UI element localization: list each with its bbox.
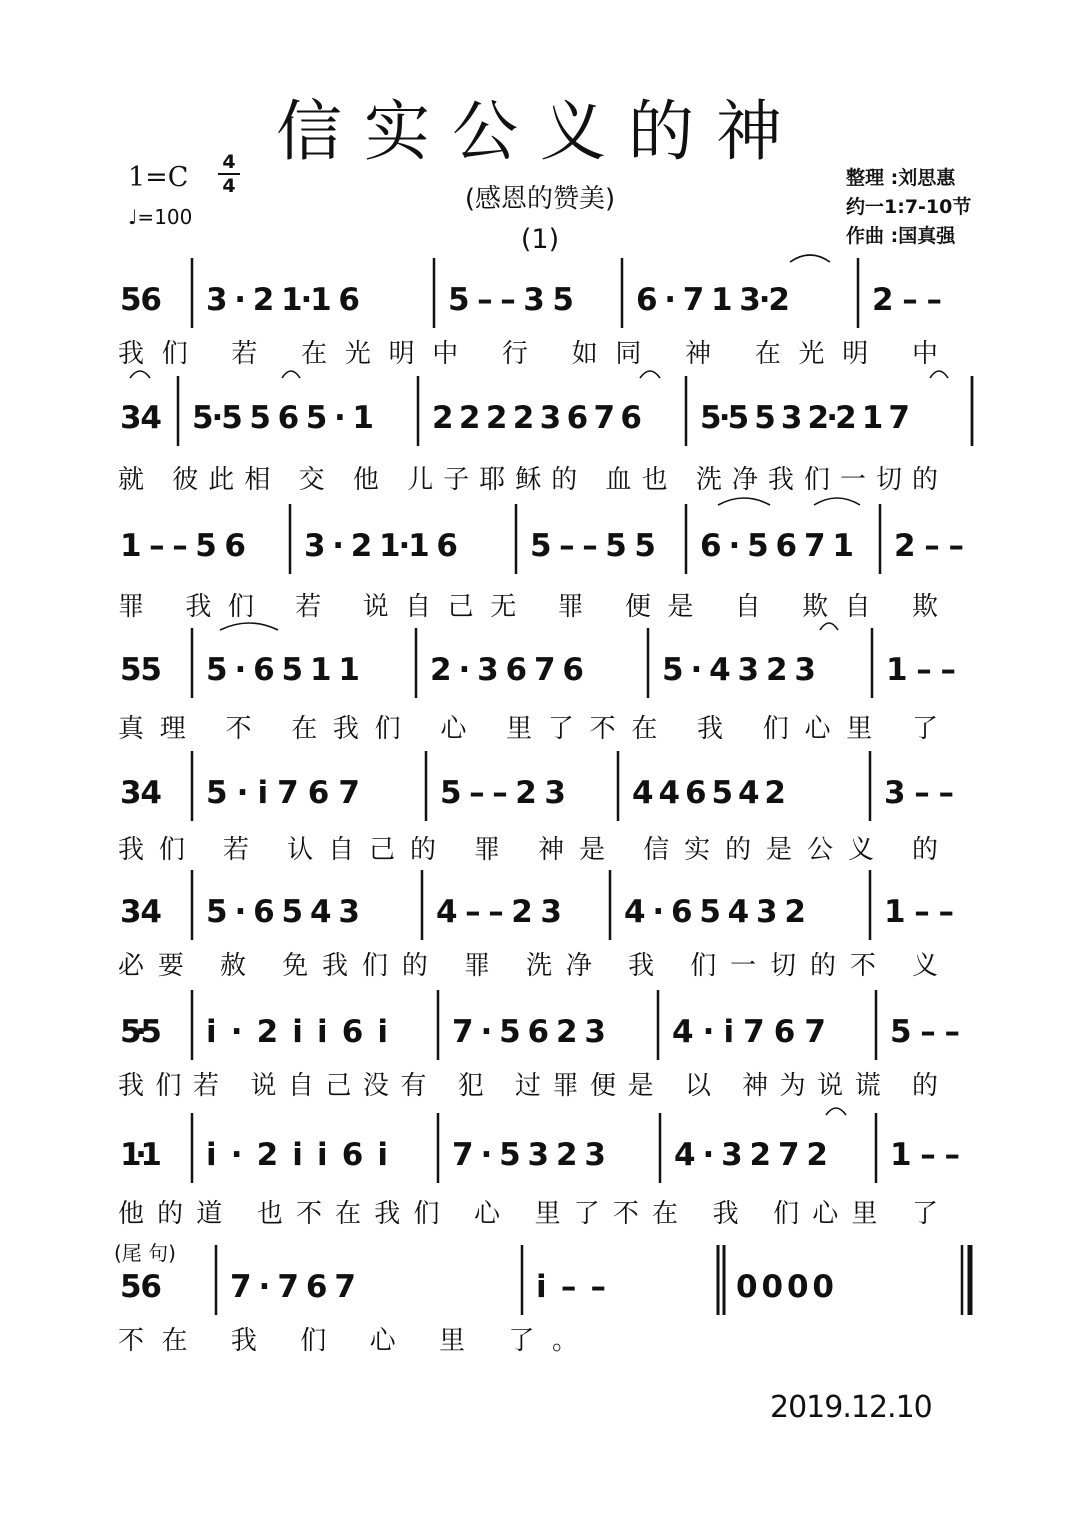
lyric-line: 就 彼此相 交 他 儿子耶稣的 血也 洗净我们一切的 — [118, 465, 939, 495]
measure-notes: 1 – – — [886, 652, 956, 688]
credit-scripture: 约一1:7-10节 — [846, 196, 972, 218]
measure-notes: 5 · 6 5 4 3 — [206, 894, 360, 930]
slur-arc — [820, 623, 838, 630]
measure-notes: 5 – – — [890, 1014, 960, 1050]
song-title: 信实公义的神 — [276, 93, 804, 170]
slur-arc — [282, 371, 300, 378]
measure-notes: 4 · 3 2 7 2 — [674, 1137, 828, 1173]
measure-notes: 1 – – — [884, 894, 954, 930]
measure-notes: 1 – – 5 6 — [120, 528, 246, 564]
measure-notes: 5·5 5 6 5 · 1 — [192, 400, 374, 436]
lyric-line: 他的道 也不在我们 心 里了不在 我 们心里 了 — [118, 1199, 938, 1229]
measure-notes: 5 · 6 5 1 1 — [206, 652, 360, 688]
lyric-line: 我们 若 认自己的 罪 神是 信实的是公义 的 — [118, 835, 939, 865]
system-row — [118, 751, 954, 865]
measure-notes: 5 5 — [120, 652, 162, 688]
subtitle: (感恩的赞美) — [464, 184, 616, 214]
measure-notes: 6 · 7 1 3·2 — [636, 282, 790, 318]
measure-notes: 2 · 3 6 7 6 — [430, 652, 584, 688]
measure-notes: i – – — [536, 1269, 606, 1305]
measure-notes: 3 · 2 1·1 6 — [304, 528, 458, 564]
lyric-line: 我们 若 在光明中 行 如同 神 在光明 中 — [118, 339, 938, 369]
measure-notes: 7 · 7 6 7 — [230, 1269, 356, 1305]
slur-arc — [930, 371, 948, 378]
measure-notes: 5 · 4 3 2 3 — [662, 652, 816, 688]
system-row — [118, 628, 956, 744]
date-stamp: 2019.12.10 — [770, 1390, 932, 1425]
measure-notes: 3 – – — [884, 775, 954, 811]
lyric-line: 不在 我 们 心 里 了。 — [118, 1326, 578, 1356]
measure-notes: 4 · i 7 6 7 — [672, 1014, 826, 1050]
time-signature-bottom: 4 — [222, 175, 236, 197]
slur-arc — [718, 498, 770, 505]
slur-arc — [814, 498, 860, 505]
slur-arc — [790, 255, 830, 262]
system-row — [118, 1113, 960, 1229]
measure-notes: 5 – – 3 5 — [448, 282, 574, 318]
measure-notes: 5 6 — [120, 1269, 162, 1305]
slur-arc — [640, 371, 660, 378]
lyric-line: 我们若 说自己没有 犯 过罪便是 以 神为说谎 的 — [118, 1071, 938, 1101]
measure-notes: 5 – – 5 5 — [530, 528, 656, 564]
slur-arc — [130, 371, 150, 378]
key-signature: 1=C — [128, 162, 189, 193]
lyric-line: 罪 我们 若 说自己无 罪 便是 自 欺自 欺 — [118, 592, 938, 622]
section-number: (1) — [520, 224, 560, 255]
measure-notes: 4 4 6 5 4 2 — [632, 775, 786, 811]
measure-notes: i · 2 i i 6 i — [206, 1137, 388, 1173]
tail-label: (尾 句) — [114, 1241, 176, 1265]
slur-arc — [826, 1108, 846, 1115]
measure-notes: 2 – – — [872, 282, 942, 318]
measure-notes: 5 6 — [120, 282, 162, 318]
system-row — [118, 376, 972, 495]
measure-notes: 2 2 2 2 3 6 7 6 — [432, 400, 642, 436]
lyric-line: 真理 不 在我们 心 里了不在 我 们心里 了 — [118, 714, 938, 744]
lyric-line: 必要 赦 免我们的 罪 洗净 我 们一切的不 义 — [118, 951, 939, 981]
measure-notes: 3 4 — [120, 400, 162, 436]
system-row — [118, 990, 960, 1101]
measure-notes: 5·5 — [120, 1014, 162, 1050]
time-signature-top: 4 — [222, 151, 236, 173]
measure-notes: 7 · 5 3 2 3 — [452, 1137, 606, 1173]
slur-arc — [220, 623, 278, 630]
measure-notes: i · 2 i i 6 i — [206, 1014, 388, 1050]
measure-notes: 6 · 5 6 7 1 — [700, 528, 854, 564]
measure-notes: 7 · 5 6 2 3 — [452, 1014, 606, 1050]
measure-notes: 5 · i 7 6 7 — [206, 775, 360, 811]
measure-notes: 2 – – — [894, 528, 964, 564]
system-row — [118, 258, 942, 369]
measure-notes: 1·1 — [120, 1137, 162, 1173]
measure-notes: 5·5 5 3 2·2 1 7 — [700, 400, 910, 436]
credit-composer: 作曲 :国真强 — [846, 225, 956, 247]
measure-notes: 4 – – 2 3 — [436, 894, 562, 930]
measure-notes: 1 – – — [890, 1137, 960, 1173]
measure-notes: 3 · 2 1·1 6 — [206, 282, 360, 318]
tempo-marking: ♩=100 — [128, 205, 193, 229]
credit-arranger: 整理 :刘思惠 — [846, 167, 956, 189]
system-row — [118, 870, 954, 981]
measure-notes: 0 0 0 0 — [736, 1269, 834, 1305]
system-row — [118, 504, 964, 622]
measure-notes: 5 – – 2 3 — [440, 775, 566, 811]
system-row — [118, 1245, 970, 1356]
measure-notes: 4 · 6 5 4 3 2 — [624, 894, 806, 930]
measure-notes: 3 4 — [120, 775, 162, 811]
measure-notes: 3 4 — [120, 894, 162, 930]
